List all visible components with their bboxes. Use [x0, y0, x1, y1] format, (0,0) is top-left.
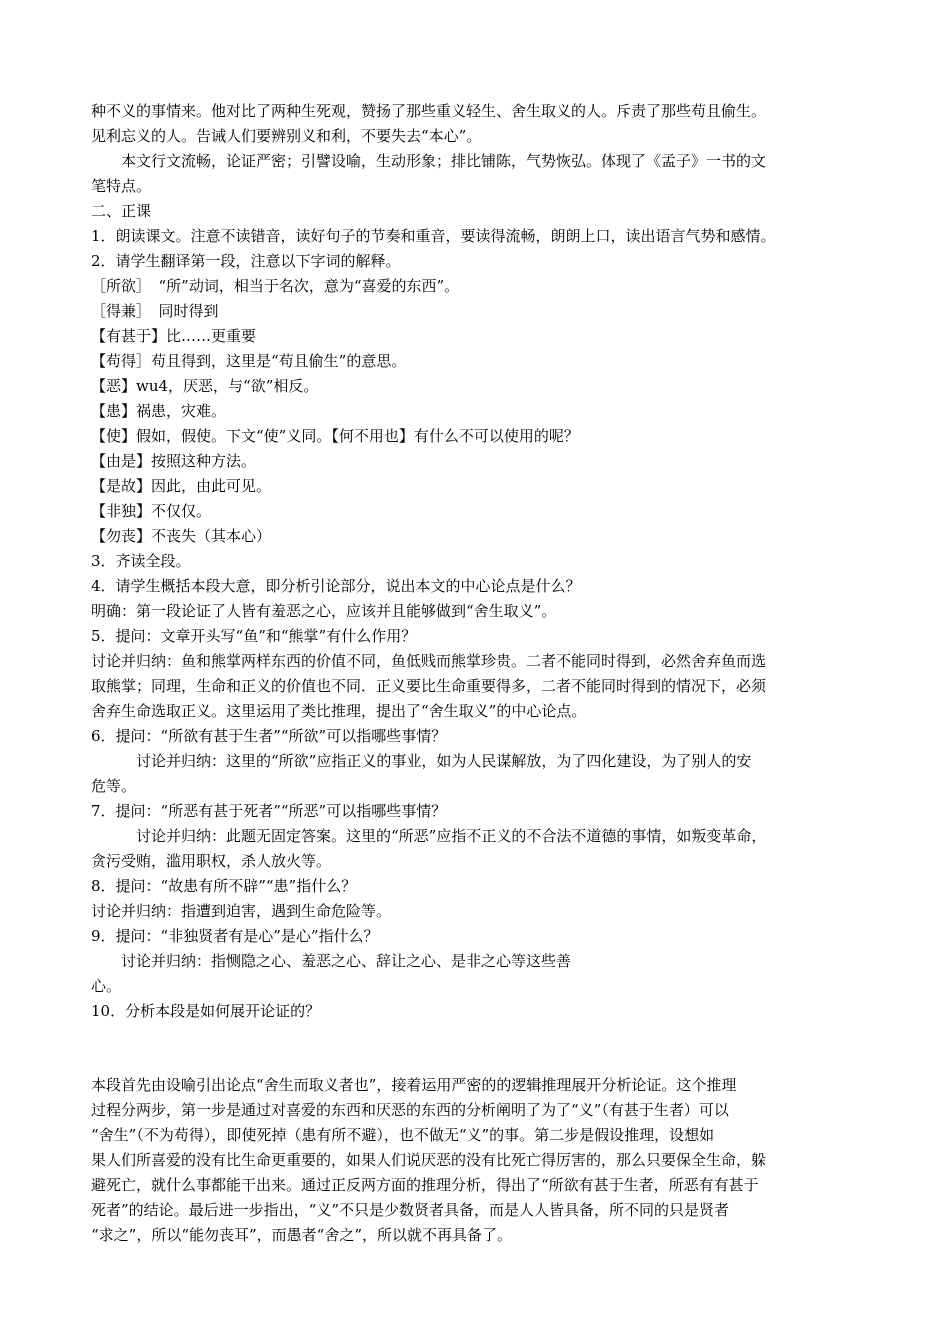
glossary-line: 【由是】按照这种方法。	[91, 452, 257, 470]
text-line: 过程分两步，第一步是通过对喜爱的东西和厌恶的东西的分析阐明了为了“义”（有甚于生者）可以	[91, 1101, 729, 1119]
text-line: 危等。	[91, 777, 137, 795]
text-line: 本文行文流畅，论证严密；引譬设喻，生动形象；排比铺陈，气势恢弘。体现了《孟子》一书的文	[91, 152, 767, 170]
glossary-line: 【恶】wu4，厌恶，与“欲”相反。	[91, 377, 319, 395]
glossary-line: ［得兼］ 同时得到	[91, 302, 219, 320]
text-line: 舍弃生命选取正义。这里运用了类比推理，提出了“舍生取义”的中心论点。	[91, 702, 587, 720]
section-heading: 二、正课	[91, 202, 152, 220]
text-line: 种不义的事情来。他对比了两种生死观，赞扬了那些重义轻生、舍生取义的人。斥责了那些苟且偷生。	[91, 102, 767, 120]
text-line: 讨论并归纳：此题无固定答案。这里的“所恶”应指不正义的不合法不道德的事情，如叛变革命，	[91, 827, 767, 845]
glossary-line: 【有甚于】比……更重要	[91, 327, 257, 345]
text-line: 讨论并归纳：指遭到迫害，遇到生命危险等。	[91, 902, 392, 920]
text-line: 9．提问：“非独贤者有是心”是心”指什么？	[91, 927, 379, 945]
text-line: 讨论并归纳：这里的“所欲”应指正义的事业，如为人民谋解放，为了四化建设，为了别人的安	[91, 752, 752, 770]
glossary-line: 【患】祸患，灾难。	[91, 402, 227, 420]
text-line: 6．提问：“所欲有甚于生者”“所欲”可以指哪些事情？	[91, 727, 447, 745]
text-line: 避死亡，就什么事都能干出来。通过正反两方面的推理分析，得出了“所欲有甚于生者，所恶有有甚于	[91, 1176, 759, 1194]
text-line: 5．提问：文章开头写“鱼”和“熊掌”有什么作用？	[91, 627, 417, 645]
text-line: 3．齐读全段。	[91, 552, 191, 570]
text-line: 贪污受贿，滥用职权，杀人放火等。	[91, 852, 332, 870]
text-line: “求之”，所以“能勿丧耳”，而愚者“舍之”，所以就不再具备了。	[91, 1226, 513, 1244]
text-line: 4．请学生概括本段大意，即分析引论部分，说出本文的中心论点是什么？	[91, 577, 581, 595]
text-line: 7．提问：“所恶有甚于死者”“所恶”可以指哪些事情？	[91, 802, 447, 820]
glossary-line: 【苟得］苟且得到，这里是“苟且偷生”的意思。	[91, 352, 407, 370]
text-line: 2．请学生翻译第一段，注意以下字词的解释。	[91, 252, 401, 270]
text-line: 8．提问：“故患有所不辟”“患”指什么？	[91, 877, 357, 895]
text-line: 取熊掌；同理，生命和正义的价值也不同．正义要比生命重要得多，二者不能同时得到的情况下，必须	[91, 677, 767, 695]
text-line: 心。	[91, 977, 122, 995]
text-line: 见利忘义的人。告诫人们要辨别义和利，不要失去“本心”。	[91, 127, 482, 145]
text-line: 1．朗读课文。注意不读错音，读好句子的节奏和重音，要读得流畅，朗朗上口，读出语言气势和感情。	[91, 227, 776, 245]
text-line: 笔特点。	[91, 177, 152, 195]
glossary-line: 【使】假如，假使。下文“使”义同。【何不用也】有什么不可以使用的呢？	[91, 427, 579, 445]
text-line: 讨论并归纳：鱼和熊掌两样东西的价值不同，鱼低贱而熊掌珍贵。二者不能同时得到，必然舍弃鱼而选	[91, 652, 767, 670]
glossary-line: 【非独】不仅仅。	[91, 502, 212, 520]
text-line: “舍生”（不为苟得），即使死掉（患有所不避），也不做无“义”的事。第二步是假设推理，设想如	[91, 1126, 715, 1144]
text-line: 讨论并归纳：指恻隐之心、羞恶之心、辞让之心、是非之心等这些善	[91, 952, 572, 970]
glossary-line: 【勿丧】不丧失（其本心）	[91, 527, 272, 545]
text-line: 本段首先由设喻引出论点“舍生而取义者也”，接着运用严密的的逻辑推理展开分析论证。这个推理	[91, 1076, 737, 1094]
text-line: 10．分析本段是如何展开论证的？	[91, 1002, 321, 1020]
text-line: 明确：第一段论证了人皆有羞恶之心，应该并且能够做到“舍生取义”。	[91, 602, 557, 620]
text-line: 果人们所喜爱的没有比生命更重要的，如果人们说厌恶的没有比死亡得厉害的，那么只要保全生命，躲	[91, 1151, 767, 1169]
glossary-line: ［所欲］ “所”动词，相当于名次，意为“喜爱的东西”。	[91, 277, 460, 295]
text-line: 死者”的结论。最后进一步指出，“义”不只是少数贤者具备，而是人人皆具备，所不同的只是贤者	[91, 1201, 730, 1219]
glossary-line: 【是故】因此，由此可见。	[91, 477, 272, 495]
